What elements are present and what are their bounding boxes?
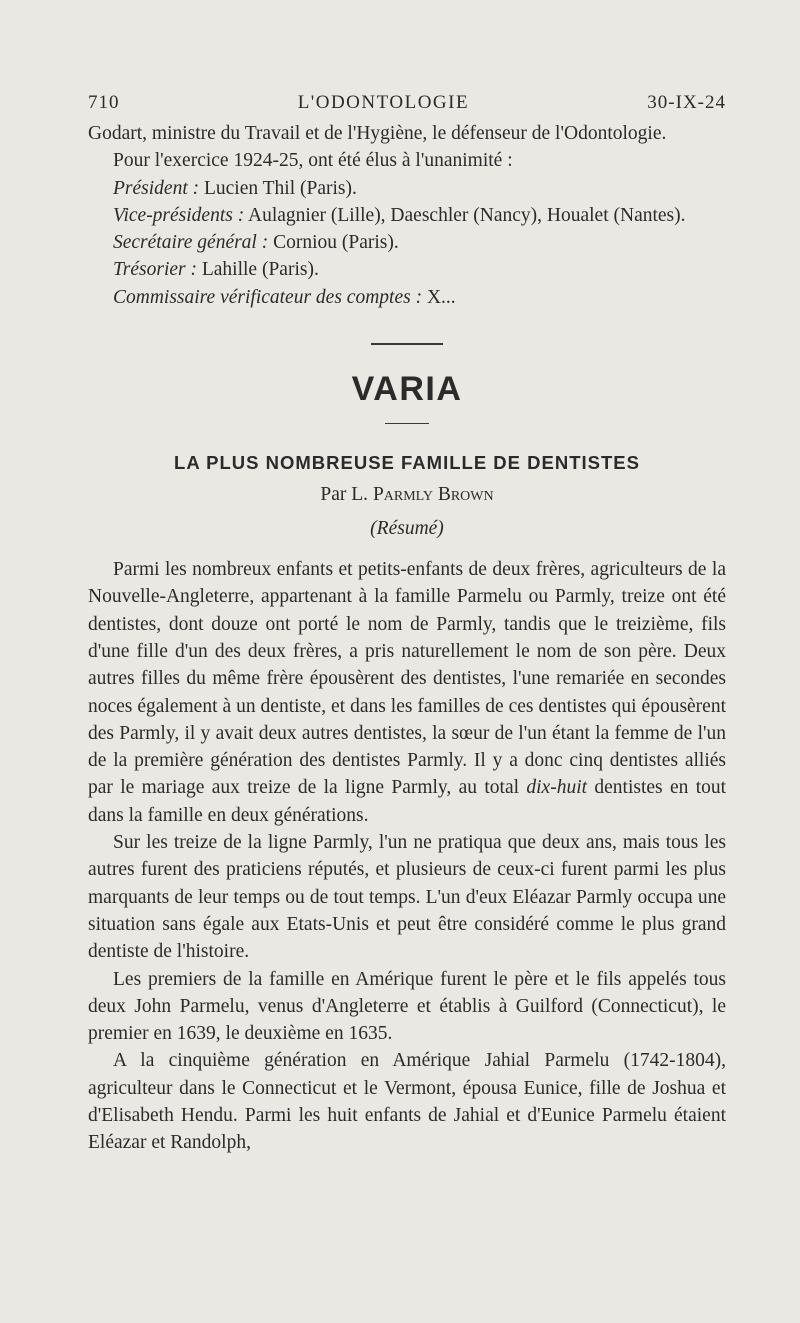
officer-names: Aulagnier (Lille), Daeschler (Nancy), Houalet (Nantes). — [248, 204, 686, 226]
officer-auditor — [88, 284, 726, 311]
byline-prefix: Par L. — [320, 484, 369, 506]
paragraph-text: Parmi les nombreux enfants et petits-enfants de deux frères, agriculteurs de la Nouvelle-Angleterre, appartenant à la famille Parmelu ou Parmly, treize ont été dentistes, dont douze ont porté le nom de Parmly, tandis que le treizième, fils d'une fille d'un des deux frères, a pris naturellement le nom de son père. Deux autres filles du même frère épousèrent des dentistes, l'une remariée en secondes noces également à un dentiste, et dans les familles de ces dentistes qui épousèrent des Parmly, il y avait deux autres dentistes, la sœur de l'un étant la femme de l'un de la première génération des dentistes Parmly. Il y a donc cinq dentistes alliés par le mariage aux treize de la ligne Parmly, au total — [88, 559, 726, 799]
author-name: Parmly Brown — [372, 484, 494, 506]
page-content — [88, 92, 726, 1157]
paragraph-text: dentistes en tout dans la famille en deux générations. — [88, 777, 727, 826]
emphasis-dix-huit: dix-huit — [526, 777, 588, 799]
officer-secretary — [88, 229, 726, 256]
officer-names: Lucien Thil (Paris). — [203, 177, 357, 199]
article-paragraph-4: A la cinquième génération en Amérique Jahial Parmelu (1742-1804), agriculteur dans le Connecticut et le Vermont, épousa Eunice, fille de Joshua et d'Elisabeth Hendu. Parmi les huit enfants de Jahial et d'Eunice Parmelu étaient Eléazar et Randolph, — [88, 1050, 726, 1154]
officer-names: X... — [426, 286, 456, 308]
officer-names: Corniou (Paris). — [273, 232, 399, 254]
officer-title: Président : — [113, 177, 200, 199]
byline — [88, 482, 726, 508]
officer-title: Trésorier : — [113, 259, 197, 281]
page-number: 710 — [88, 92, 120, 113]
election-sentence: Pour l'exercice 1924-25, ont été élus à l'unanimité : — [113, 150, 513, 172]
intro-continuation: Godart, ministre du Travail et de l'Hygiène, le défenseur de l'Odontologie. — [88, 123, 667, 144]
article-paragraph-2: Sur les treize de la ligne Parmly, l'un ne pratiqua que deux ans, mais tous les autres furent des praticiens réputés, et plusieurs de ceux-ci furent parmi les plus marquants de leur temps ou de tout temps. L'un d'eux Eléazar Parmly occupa une situation sans égale aux Etats-Unis et peut être considéré comme le plus grand dentiste de l'histoire. — [88, 832, 726, 963]
article-title: LA PLUS NOMBREUSE FAMILLE DE DENTISTES — [174, 452, 640, 474]
section-divider-top — [371, 343, 443, 345]
section-divider-bottom — [385, 423, 429, 425]
running-header — [88, 92, 726, 120]
officer-title: Vice-présidents : — [113, 204, 245, 226]
article-paragraph-3: Les premiers de la famille en Amérique furent le père et le fils appelés tous deux John Parmelu, venus d'Angleterre et établis à Guilford (Connecticut), le premier en 1639, le deuxième en 1635. — [88, 968, 726, 1045]
officer-treasurer — [88, 256, 726, 283]
section-title: VARIA — [351, 369, 463, 408]
article-paragraph-1 — [88, 556, 726, 829]
officer-title: Secrétaire général : — [113, 232, 269, 254]
issue-date: 30-IX-24 — [647, 92, 726, 113]
officer-president — [88, 175, 726, 202]
journal-title: L'ODONTOLOGIE — [297, 92, 470, 113]
summary-label: (Résumé) — [370, 518, 444, 540]
officer-title: Commissaire vérificateur des comptes : — [113, 286, 423, 308]
officer-vice-presidents — [88, 202, 726, 229]
officer-names: Lahille (Paris). — [201, 259, 319, 281]
